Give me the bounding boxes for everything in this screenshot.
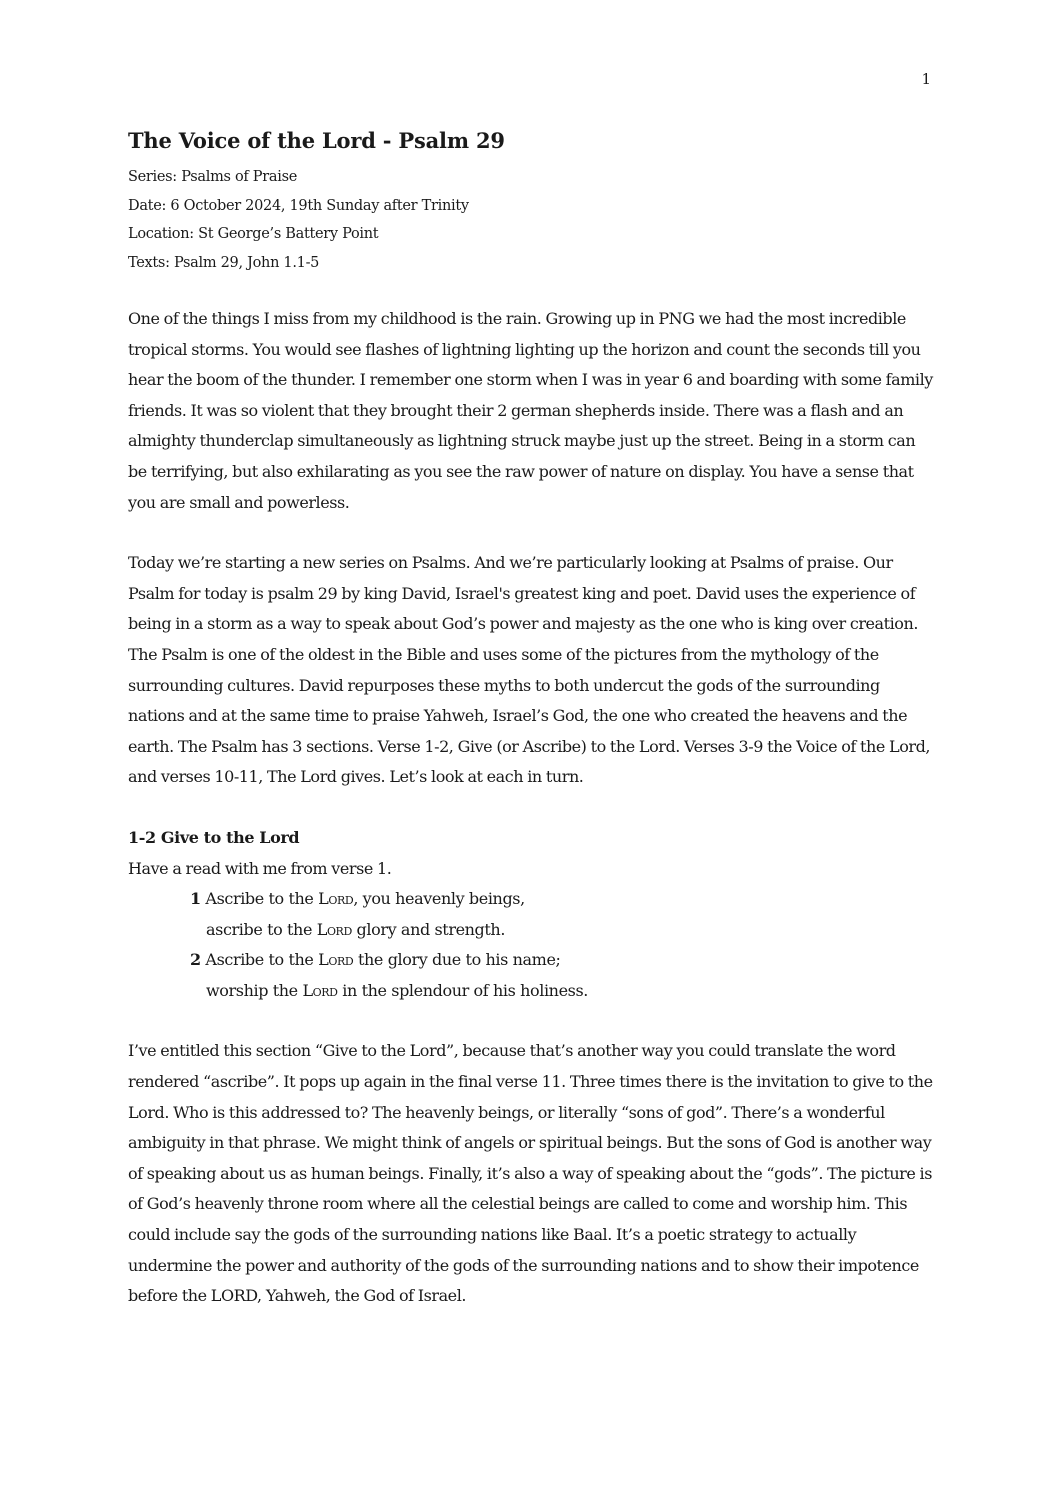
- quote-line: [128, 915, 934, 946]
- meta-date: Date: 6 October 2024, 19th Sunday after Trinity: [128, 197, 469, 214]
- quote-text: Ascribe to the: [205, 950, 319, 970]
- spacer: [128, 518, 934, 548]
- quote-text: the glory due to his name;: [353, 950, 561, 970]
- paragraph-give-to-the-lord: I’ve entitled this section “Give to the Lord”, because that’s another way you could translate the word rendered “ascribe”. It pops up again in the final verse 11. Three times there is the invitation to give to the Lord. Who is this addressed to? The heavenly beings, or literally “sons of god”. There’s a wonderful ambiguity in that phrase. We might think of angels or spiritual beings. But the sons of God is another way of speaking about us as human beings. Finally, it’s also a way of speaking about the “gods”. The picture is of God’s heavenly throne room where all the celestial beings are called to come and worship him. This could include say the gods of the surrounding nations like Baal. It’s a poetic strategy to actually undermine the power and authority of the gods of the surrounding nations and to show their impotence before the LORD, Yahweh, the God of Israel.: [128, 1041, 933, 1306]
- quote-line: [128, 945, 934, 976]
- lord-smallcaps: Lord: [318, 889, 354, 909]
- verse-number: 2: [190, 950, 201, 970]
- quote-text: glory and strength.: [351, 919, 506, 939]
- meta-series: Series: Psalms of Praise: [128, 169, 297, 185]
- quote-line: [128, 976, 934, 1007]
- scripture-quote: [128, 884, 934, 1006]
- lord-smallcaps: Lord: [318, 950, 354, 970]
- sermon-metadata: [128, 163, 934, 277]
- spacer: [128, 793, 934, 823]
- quote-text: worship the: [206, 980, 303, 1000]
- lord-smallcaps: Lord: [302, 980, 338, 1000]
- spacer: [128, 1006, 934, 1036]
- paragraph-series-intro: Today we’re starting a new series on Psalms. And we’re particularly looking at Psalms of praise. Our Psalm for today is psalm 29 by king David, Israel's greatest king and poet. David uses the experience of being in a storm as a way to speak about God’s power and majesty as the one who is king over creation. The Psalm is one of the oldest in the Bible and uses some of the pictures from the mythology of the surrounding cultures. David repurposes these myths to both undercut the gods of the surrounding nations and at the same time to praise Yahweh, Israel’s God, the one who created the heavens and the earth. The Psalm has 3 sections. Verse 1-2, Give (or Ascribe) to the Lord. Verses 3-9 the Voice of the Lord, and verses 10-11, The Lord gives. Let’s look at each in turn.: [128, 553, 931, 787]
- page-number: 1: [921, 70, 931, 88]
- meta-location: Location: St George’s Battery Point: [128, 226, 379, 242]
- quote-text: Ascribe to the: [205, 889, 319, 909]
- document-title: The Voice of the Lord - Psalm 29: [128, 128, 505, 153]
- paragraph-intro-storm: One of the things I miss from my childhood is the rain. Growing up in PNG we had the most incredible tropical storms. You would see flashes of lightning lighting up the horizon and count the seconds till you hear the boom of the thunder. I remember one storm when I was in year 6 and boarding with some family friends. It was so violent that they brought their 2 german shepherds inside. There was a flash and an almighty thunderclap simultaneously as lightning struck maybe just up the street. Being in a storm can be terrifying, but also exhilarating as you see the raw power of nature on display. You have a sense that you are small and powerless.: [128, 309, 933, 512]
- quote-text: in the splendour of his holiness.: [337, 980, 588, 1000]
- verse-number: 1: [190, 889, 201, 909]
- quote-text: , you heavenly beings,: [353, 889, 525, 909]
- lord-smallcaps: Lord: [316, 919, 352, 939]
- page-content: [128, 128, 934, 1312]
- section-heading: 1-2 Give to the Lord: [128, 827, 300, 847]
- quote-line: [128, 884, 934, 915]
- spacer: [128, 277, 934, 304]
- section-intro: Have a read with me from verse 1.: [128, 858, 392, 878]
- quote-text: ascribe to the: [206, 919, 317, 939]
- meta-texts: Texts: Psalm 29, John 1.1-5: [128, 254, 320, 271]
